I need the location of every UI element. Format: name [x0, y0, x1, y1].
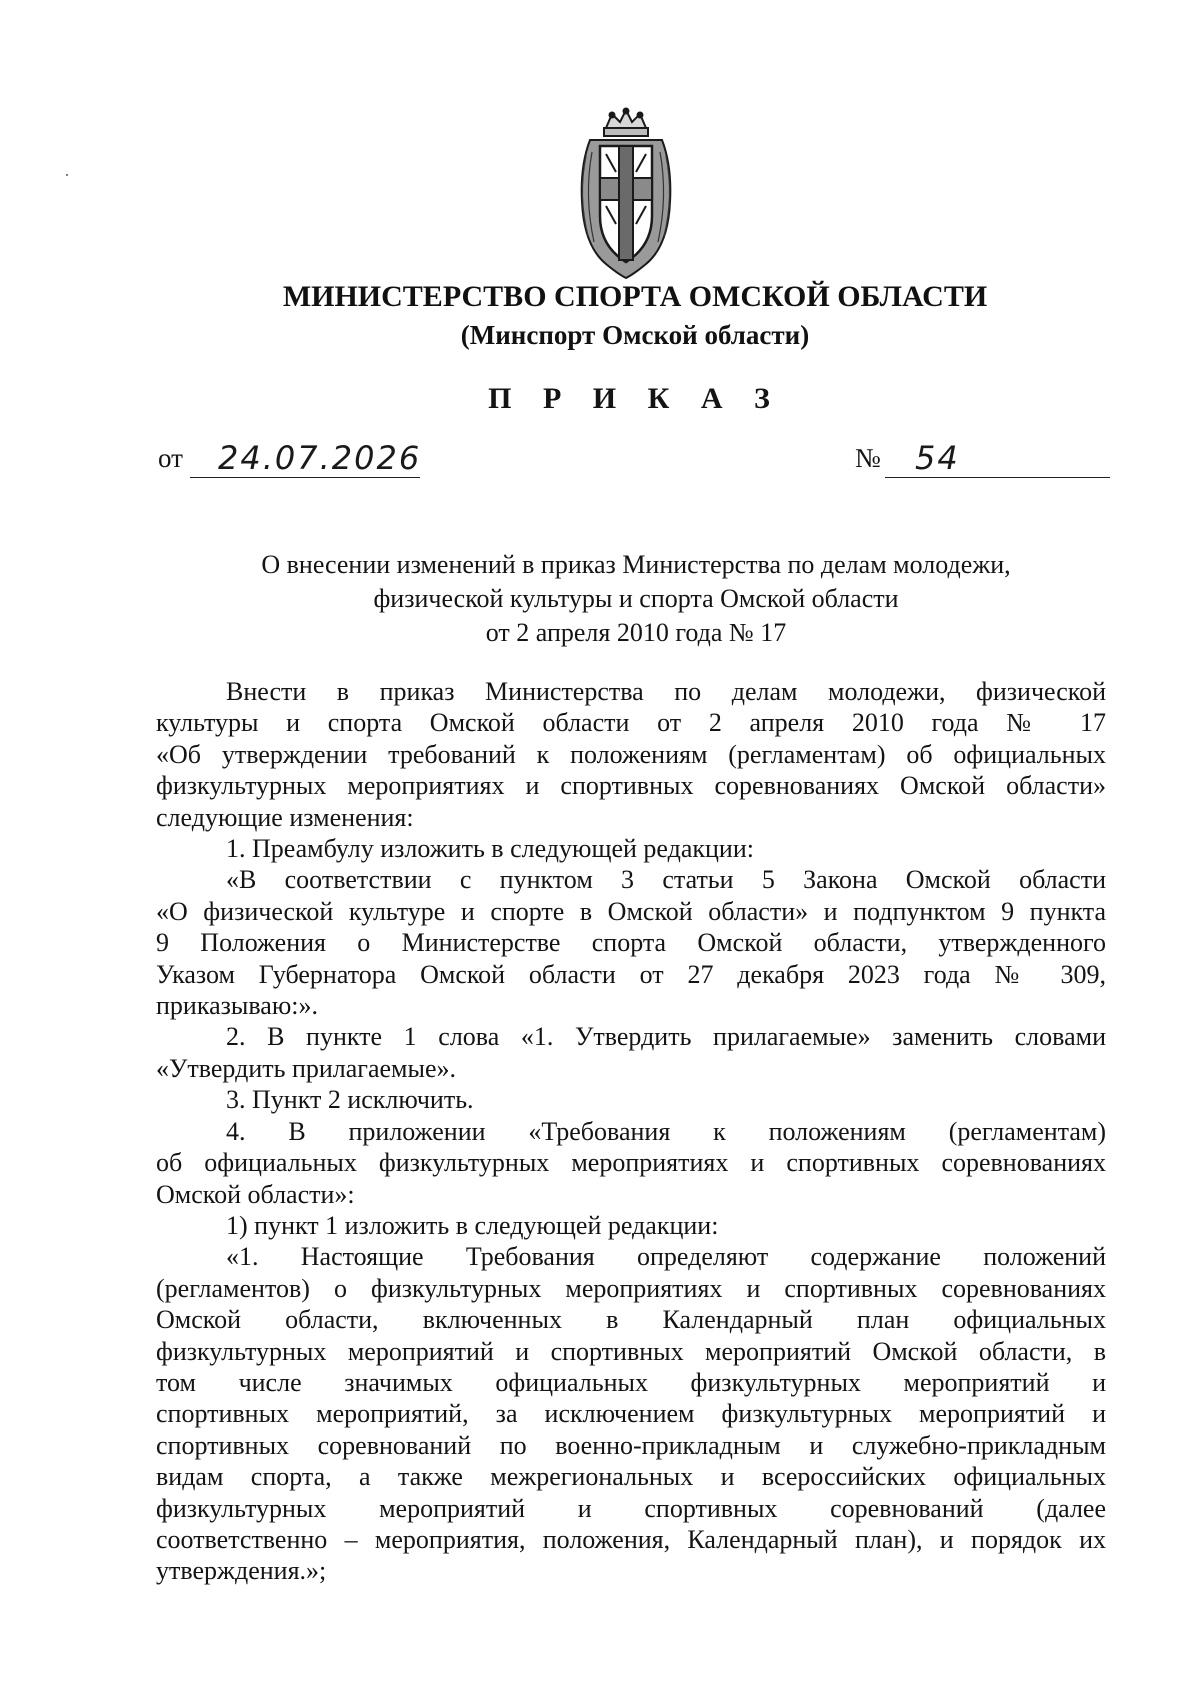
body-line: «Об утверждении требований к положениям (регламентам) об официальных	[156, 739, 1106, 769]
number-field	[885, 437, 1110, 478]
ministry-name: МИНИСТЕРСТВО СПОРТА ОМСКОЙ ОБЛАСТИ	[282, 280, 988, 313]
body-line: следующие изменения:	[156, 802, 414, 832]
body-line: 1) пункт 1 изложить в следующей редакции:	[226, 1210, 719, 1240]
date-value-handwritten: 24.07.2026	[218, 439, 422, 477]
body-line: приказываю:».	[156, 991, 318, 1021]
body-line: спортивных мероприятий, за исключением физкультурных мероприятий и	[156, 1399, 1106, 1429]
body-line: Указом Губернатора Омской области от 27 декабря 2023 года № 309,	[156, 959, 1106, 989]
body-line: том числе значимых официальных физкультурных мероприятий и	[156, 1367, 1106, 1397]
body-line: 1. Преамбулу изложить в следующей редакции:	[226, 834, 754, 864]
body-line: физкультурных мероприятиях и спортивных соревнованиях Омской области»	[156, 771, 1106, 801]
body-line: 3. Пункт 2 исключить.	[226, 1085, 474, 1115]
date-field	[190, 437, 420, 478]
body-line: «Утвердить прилагаемые».	[156, 1053, 457, 1083]
number-label: №	[855, 443, 881, 473]
body-line: «О физической культуре и спорте в Омской области» и подпунктом 9 пункта	[156, 896, 1106, 926]
subject-line: от 2 апреля 2010 года № 17	[485, 618, 787, 647]
body-line: (регламентов) о физкультурных мероприятиях и спортивных соревнованиях	[156, 1273, 1106, 1303]
document-type-title: П Р И К А З	[488, 382, 782, 415]
body-line: физкультурных мероприятий и спортивных мероприятий Омской области, в	[156, 1336, 1106, 1366]
body-line: физкультурных мероприятий и спортивных соревнований (далее	[156, 1493, 1106, 1523]
body-line: 9 Положения о Министерстве спорта Омской области, утвержденного	[156, 928, 1106, 958]
scan-speck	[66, 174, 68, 176]
body-line: соответственно – мероприятия, положения, Календарный план), и порядок их	[156, 1524, 1106, 1554]
body-line: Омской области»:	[156, 1179, 355, 1209]
body-line: Омской области, включенных в Календарный план официальных	[156, 1305, 1106, 1335]
body-line: 2. В пункте 1 слова «1. Утвердить прилагаемые» заменить словами	[226, 1022, 1106, 1052]
body-line: утверждения.»;	[156, 1556, 327, 1586]
body-line: спортивных соревнований по военно-прикладным и служебно-прикладным	[156, 1430, 1106, 1460]
body-line: «1. Настоящие Требования определяют содержание положений	[226, 1242, 1106, 1272]
body-line: 4. В приложении «Требования к положениям (регламентам)	[226, 1116, 1106, 1146]
body-line: культуры и спорта Омской области от 2 апреля 2010 года № 17	[156, 708, 1106, 738]
subject-line: физической культуры и спорта Омской области	[373, 584, 899, 613]
body-line: Внести в приказ Министерства по делам молодежи, физической	[226, 677, 1106, 706]
body-line: видам спорта, а также межрегиональных и всероссийских официальных	[156, 1462, 1106, 1492]
document-body	[156, 676, 1106, 1587]
coat-of-arms-emblem	[576, 106, 676, 282]
body-line: об официальных физкультурных мероприятиях и спортивных соревнованиях	[156, 1148, 1106, 1178]
document-subject	[160, 548, 1112, 650]
subject-line: О внесении изменений в приказ Министерства по делам молодежи,	[261, 550, 1011, 579]
date-label: от	[158, 443, 183, 473]
number-value-handwritten: 54	[915, 439, 960, 477]
body-line: «В соответствии с пунктом 3 статьи 5 Закона Омской области	[226, 865, 1106, 895]
ministry-short-name: (Минспорт Омской области)	[460, 320, 810, 350]
